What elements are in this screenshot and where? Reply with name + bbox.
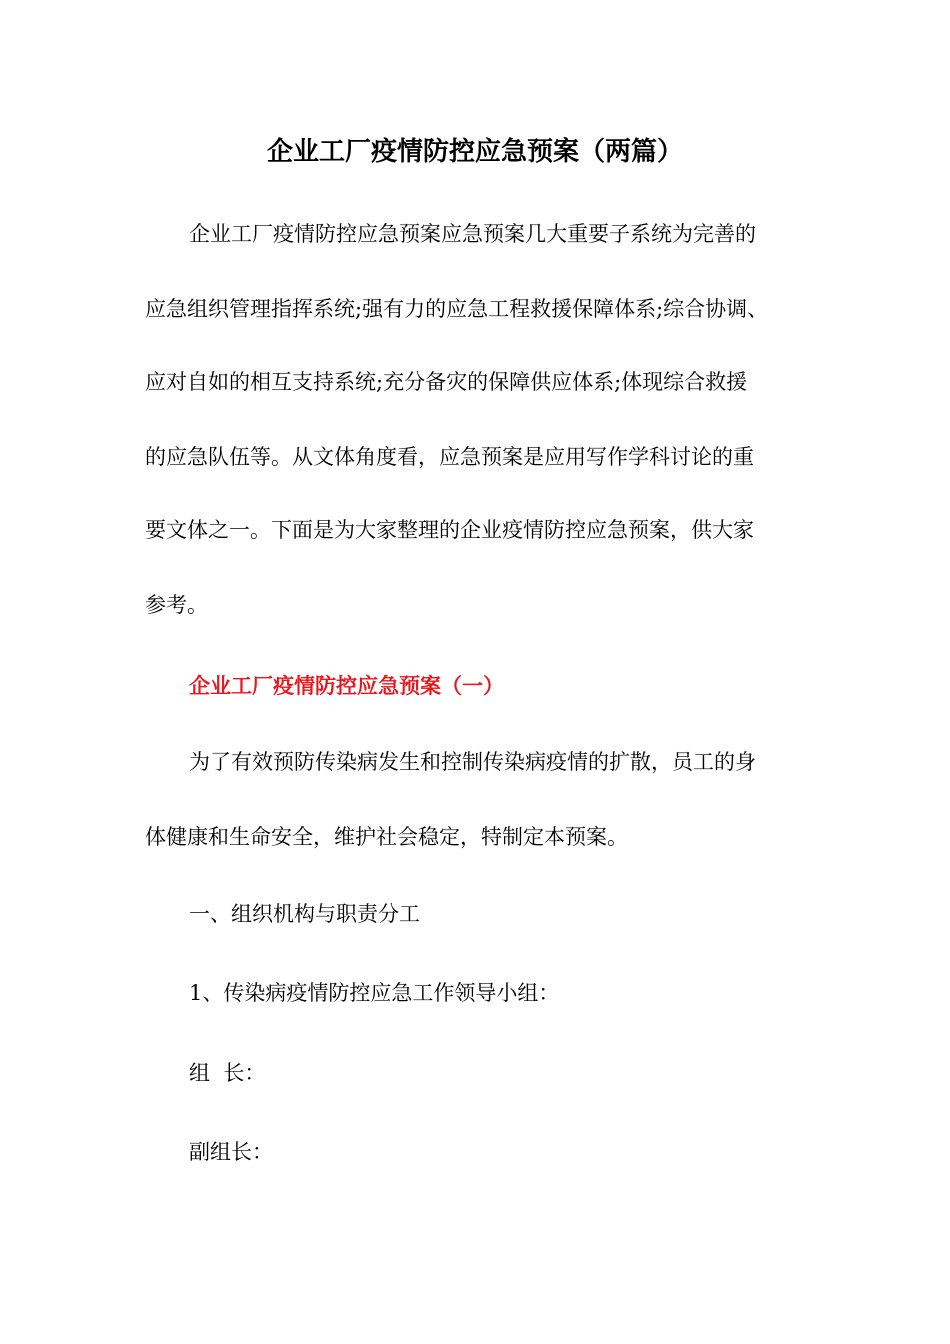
intro-line: 企业工厂疫情防控应急预案应急预案几大重要子系统为完善的 xyxy=(189,222,756,246)
intro-line: 要文体之一。下面是为大家整理的企业疫情防控应急预案，供大家 xyxy=(145,518,754,542)
intro-line: 的应急队伍等。从文体角度看，应急预案是应用写作学科讨论的重 xyxy=(145,445,754,469)
intro-line: 参考。 xyxy=(145,593,208,617)
section-heading: 企业工厂疫情防控应急预案（一） xyxy=(189,673,504,698)
deputy-label: 副组长： xyxy=(189,1140,273,1164)
document-title: 企业工厂疫情防控应急预案（两篇） xyxy=(266,137,683,167)
org-heading: 一、组织机构与职责分工 xyxy=(189,902,420,926)
purpose-line: 为了有效预防传染病发生和控制传染病疫情的扩散，员工的身 xyxy=(189,750,756,774)
group-heading: 1、传染病疫情防控应急工作领导小组： xyxy=(189,981,560,1005)
purpose-line: 体健康和生命安全，维护社会稳定，特制定本预案。 xyxy=(145,825,628,849)
intro-line: 应急组织管理指挥系统;强有力的应急工程救援保障体系;综合协调、 xyxy=(145,297,769,321)
intro-line: 应对自如的相互支持系统;充分备灾的保障供应体系;体现综合救援 xyxy=(145,370,748,394)
leader-label: 组 长： xyxy=(189,1061,266,1085)
